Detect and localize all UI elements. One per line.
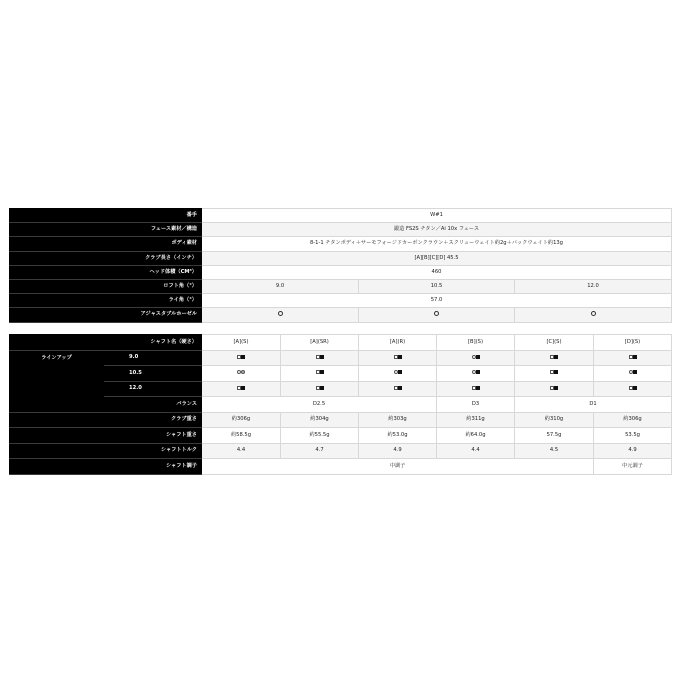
shaft-weight-value: 約64.0g [437, 428, 515, 444]
shaft-name: [A](R) [359, 335, 437, 351]
shaft-name: [A](S) [202, 335, 281, 351]
lineup-loft: 10.5 [104, 366, 202, 382]
spec-value: 12.0 [515, 279, 672, 293]
lineup-row [10, 366, 672, 382]
shaft-name: [D](S) [594, 335, 672, 351]
black-marker-icon [633, 370, 637, 374]
torque-value: 4.5 [515, 443, 594, 459]
shaft-weight-value: 約53.0g [359, 428, 437, 444]
spec-value: [A][B][C][D] 45.5 [202, 251, 672, 265]
black-marker-icon [633, 355, 637, 359]
spec-value [359, 308, 515, 322]
shaft-header-row [10, 335, 672, 351]
black-marker-icon [476, 386, 480, 390]
black-marker-icon [241, 386, 245, 390]
spec-row-body [10, 237, 672, 251]
spec-label: アジャスタブルホーゼル [10, 308, 202, 322]
black-marker-icon [320, 355, 324, 359]
black-marker-icon [554, 370, 558, 374]
kick-value: 中元調子 [594, 459, 672, 475]
spec-label: クラブ長さ（インチ） [10, 251, 202, 265]
lineup-loft: 12.0 [104, 381, 202, 397]
spec-value [515, 308, 672, 322]
lineup-cell [281, 366, 359, 382]
lineup-cell [202, 381, 281, 397]
black-marker-icon [554, 386, 558, 390]
lineup-cell [359, 366, 437, 382]
lineup-cell [515, 366, 594, 382]
lineup-cell [437, 381, 515, 397]
available-circle-icon [434, 311, 439, 316]
spec-row-face [10, 223, 672, 237]
balance-row [10, 397, 672, 413]
available-circle-icon [591, 311, 596, 316]
black-marker-icon [476, 355, 480, 359]
black-marker-icon [320, 370, 324, 374]
weight-value: 約304g [281, 412, 359, 428]
spec-value: W#1 [202, 209, 672, 223]
spec-label: ヘッド体積（CM³） [10, 265, 202, 279]
black-marker-icon [398, 386, 402, 390]
cross-marker-icon [241, 370, 245, 374]
shaft-weight-row [10, 428, 672, 444]
lineup-cell [281, 381, 359, 397]
weight-row [10, 412, 672, 428]
spec-value: 8-1-1 チタンボディ＋サーモフォージドカーボンクラウン＋スクリューウェイト約2g＋バックウェイト約13g [202, 237, 672, 251]
shaft-name: [A](SR) [281, 335, 359, 351]
lineup-cell [202, 350, 281, 366]
lineup-cell [281, 350, 359, 366]
spec-table [9, 208, 672, 323]
black-marker-icon [554, 355, 558, 359]
lineup-cell [437, 350, 515, 366]
weight-value: 約303g [359, 412, 437, 428]
black-marker-icon [398, 355, 402, 359]
balance-value: D1 [515, 397, 672, 413]
torque-value: 4.9 [594, 443, 672, 459]
spec-row-length [10, 251, 672, 265]
lineup-loft: 9.0 [104, 350, 202, 366]
weight-value: 約306g [202, 412, 281, 428]
lineup-cell [515, 381, 594, 397]
lineup-row [10, 381, 672, 397]
weight-value: 約311g [437, 412, 515, 428]
balance-label: バランス [10, 397, 202, 413]
spec-row-number [10, 209, 672, 223]
black-marker-icon [476, 370, 480, 374]
lineup-cell [594, 366, 672, 382]
shaft-header-label: シャフト名（硬さ） [10, 335, 202, 351]
kick-label: シャフト調子 [10, 459, 202, 475]
black-marker-icon [320, 386, 324, 390]
kick-row [10, 459, 672, 475]
spec-value: 460 [202, 265, 672, 279]
torque-value: 4.9 [359, 443, 437, 459]
shaft-weight-value: 約55.5g [281, 428, 359, 444]
torque-value: 4.4 [202, 443, 281, 459]
spec-value: 鍛造 FS2S チタン／Ai 10x フェース [202, 223, 672, 237]
spec-value: 10.5 [359, 279, 515, 293]
spec-label: ボディ素材 [10, 237, 202, 251]
torque-label: シャフトトルク [10, 443, 202, 459]
spec-label: フェース素材／構造 [10, 223, 202, 237]
shaft-name: [B](S) [437, 335, 515, 351]
lineup-label: ラインアップ [10, 350, 104, 397]
torque-row [10, 443, 672, 459]
shaft-weight-value: 53.5g [594, 428, 672, 444]
lineup-cell [515, 350, 594, 366]
available-circle-icon [278, 311, 283, 316]
lineup-cell [202, 366, 281, 382]
spec-row-hosel [10, 308, 672, 322]
torque-value: 4.7 [281, 443, 359, 459]
lineup-cell [594, 381, 672, 397]
shaft-name: [C](S) [515, 335, 594, 351]
kick-value: 中調子 [202, 459, 594, 475]
weight-label: クラブ重さ [10, 412, 202, 428]
spec-row-loft [10, 279, 672, 293]
spec-row-volume [10, 265, 672, 279]
lineup-cell [359, 381, 437, 397]
spec-value [202, 308, 359, 322]
shaft-table [9, 334, 672, 475]
lineup-cell [437, 366, 515, 382]
balance-value: D3 [437, 397, 515, 413]
spec-value: 9.0 [202, 279, 359, 293]
torque-value: 4.4 [437, 443, 515, 459]
black-marker-icon [241, 355, 245, 359]
lineup-cell [359, 350, 437, 366]
spec-label: ロフト角（°） [10, 279, 202, 293]
shaft-weight-value: 57.5g [515, 428, 594, 444]
spec-label: 番手 [10, 209, 202, 223]
balance-value: D2.5 [202, 397, 437, 413]
spec-row-lie [10, 294, 672, 308]
weight-value: 約310g [515, 412, 594, 428]
shaft-weight-value: 約58.5g [202, 428, 281, 444]
spec-label: ライ角（°） [10, 294, 202, 308]
lineup-cell [594, 350, 672, 366]
weight-value: 約306g [594, 412, 672, 428]
black-marker-icon [633, 386, 637, 390]
spec-value: 57.0 [202, 294, 672, 308]
shaft-weight-label: シャフト重さ [10, 428, 202, 444]
lineup-row [10, 350, 672, 366]
black-marker-icon [398, 370, 402, 374]
